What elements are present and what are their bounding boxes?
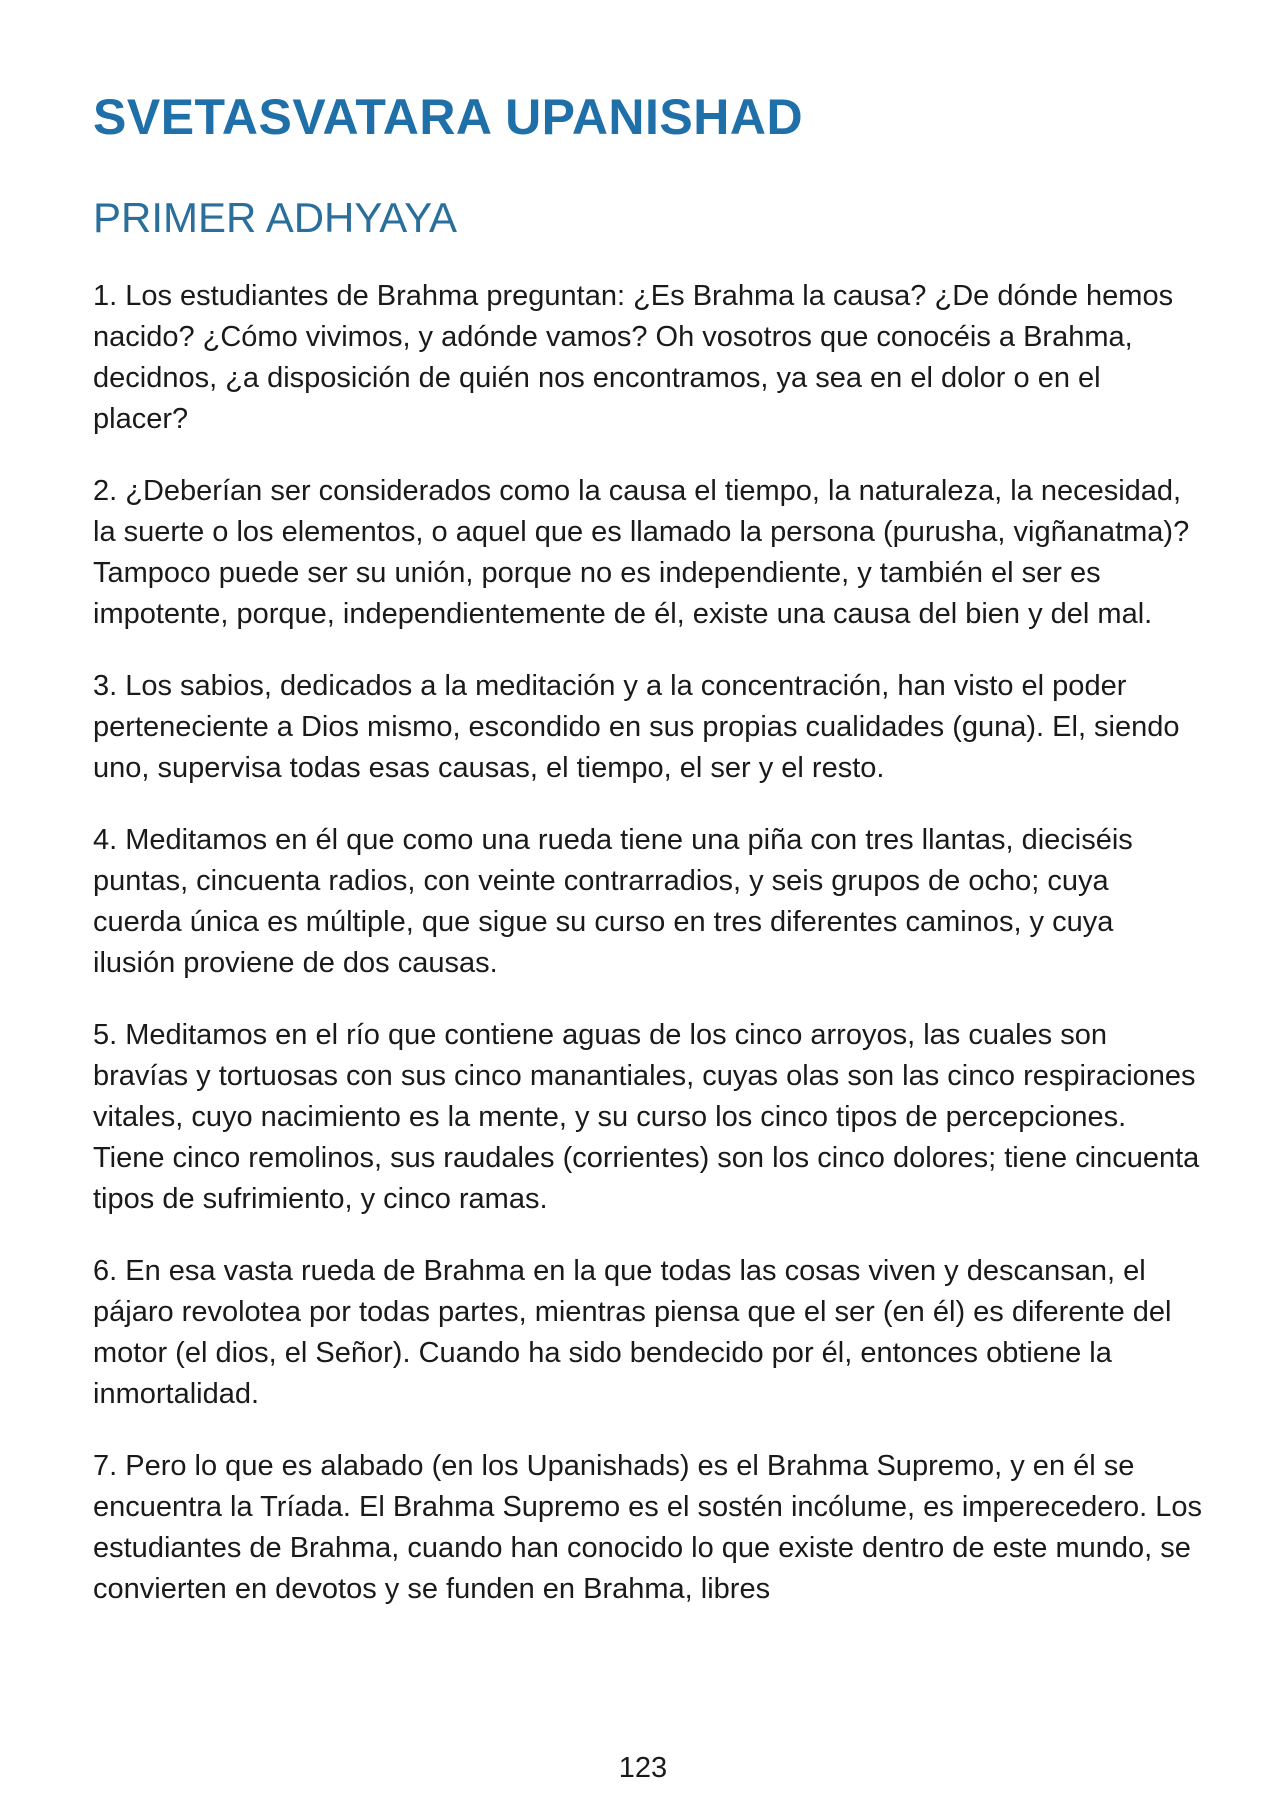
verse-2: 2. ¿Deberían ser considerados como la causa el tiempo, la naturaleza, la necesidad, la suerte o los elementos, o aquel que es llamado la persona (purusha, vigñanatma)? Tampoco puede ser su unión, porque no es independiente, y también el ser es impotente, porque, independientemente de él, existe una causa del bien y del mal. (93, 475, 1190, 630)
page-number: 123 (618, 1752, 668, 1784)
verse-6: 6. En esa vasta rueda de Brahma en la que todas las cosas viven y descansan, el pájaro revolotea por todas partes, mientras piensa que el ser (en él) es diferente del motor (el dios, el Señor). Cuando ha sido bendecido por él, entonces obtiene la inmortalidad. (93, 1255, 1172, 1410)
verse-7: 7. Pero lo que es alabado (en los Upanishads) es el Brahma Supremo, y en él se encuentra la Tríada. El Brahma Supremo es el sostén incólume, es imperecedero. Los estudiantes de Brahma, cuando han conocido lo que existe dentro de este mundo, se convierten en devotos y se funden en Brahma, libres (93, 1450, 1203, 1605)
verse-4: 4. Meditamos en él que como una rueda tiene una piña con tres llantas, dieciséis puntas, cincuenta radios, con veinte contrarradios, y seis grupos de ocho; cuya cuerda única es múltiple, que sigue su curso en tres diferentes caminos, y cuya ilusión proviene de dos causas. (93, 824, 1133, 979)
verse-1: 1. Los estudiantes de Brahma preguntan: ¿Es Brahma la causa? ¿De dónde hemos nacido? ¿Cómo vivimos, y adónde vamos? Oh vosotros que conocéis a Brahma, decidnos, ¿a disposición de quién nos encontramos, ya sea en el dolor o en el placer? (93, 280, 1174, 435)
chapter-subtitle: PRIMER ADHYAYA (93, 194, 458, 241)
verse-5: 5. Meditamos en el río que contiene aguas de los cinco arroyos, las cuales son bravías y tortuosas con sus cinco manantiales, cuyas olas son las cinco respiraciones vitales, cuyo nacimiento es la mente, y su curso los cinco tipos de percepciones. Tiene cinco remolinos, sus raudales (corrientes) son los cinco dolores; tiene cincuenta tipos de sufrimiento, y cinco ramas. (93, 1019, 1200, 1215)
page-title: SVETASVATARA UPANISHAD (93, 89, 804, 145)
verses-container (93, 276, 1203, 1641)
verse-3: 3. Los sabios, dedicados a la meditación y a la concentración, han visto el poder perteneciente a Dios mismo, escondido en sus propias cualidades (guna). El, siendo uno, supervisa todas esas causas, el tiempo, el ser y el resto. (93, 670, 1180, 784)
